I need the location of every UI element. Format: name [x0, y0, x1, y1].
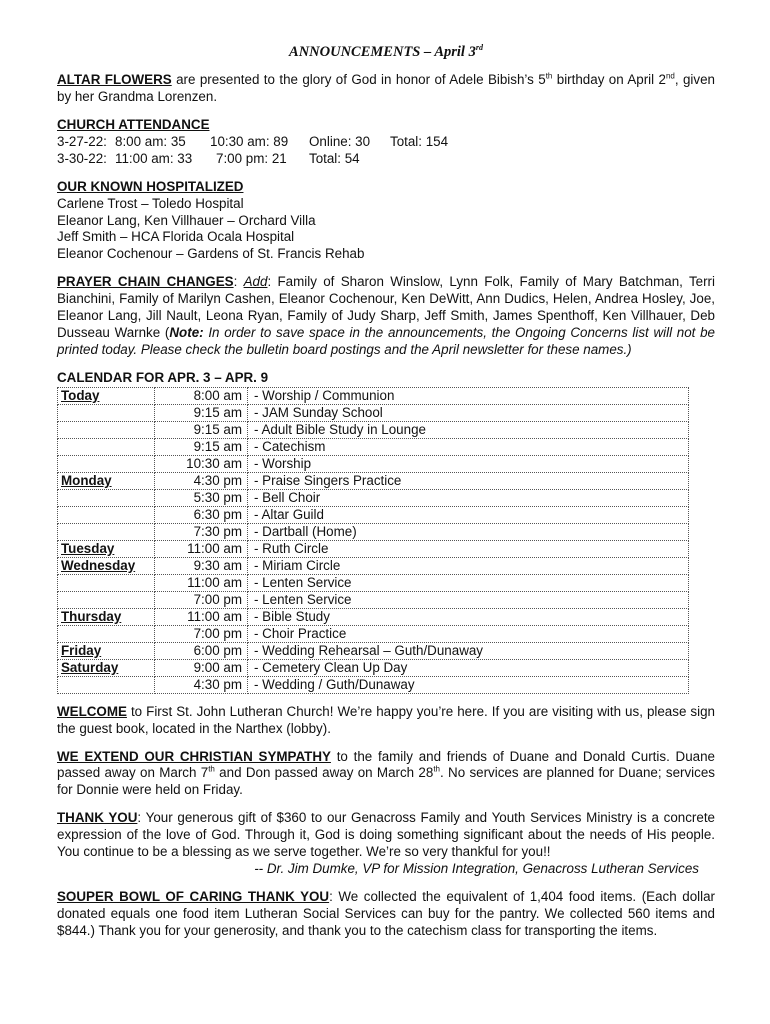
- attendance-date: 3-27-22:: [57, 133, 107, 149]
- sympathy-sup-1: th: [208, 764, 215, 774]
- hospitalized-item: Eleanor Cochenour – Gardens of St. Francis Rehab: [57, 246, 365, 262]
- calendar-time: 4:30 pm: [155, 472, 248, 489]
- calendar-time: 6:00 pm: [155, 642, 248, 659]
- attendance-value: Total: 154: [390, 133, 449, 149]
- calendar-day: [58, 438, 155, 455]
- calendar-row: [58, 489, 689, 506]
- calendar-time: 8:00 am: [155, 387, 248, 404]
- hospitalized-item: Jeff Smith – HCA Florida Ocala Hospital: [57, 229, 295, 245]
- calendar-event: - Lenten Service: [248, 591, 689, 608]
- calendar-time: 11:00 am: [155, 574, 248, 591]
- calendar-row: [58, 506, 689, 523]
- altar-text-1: are presented to the glory of God in honor of Adele Bibish’s 5: [171, 72, 546, 87]
- prayer-note-label: Note:: [169, 324, 204, 340]
- calendar-time: 9:30 am: [155, 557, 248, 574]
- altar-flowers-section: [57, 72, 715, 106]
- hospitalized-item: Eleanor Lang, Ken Villhauer – Orchard Villa: [57, 212, 316, 228]
- hospitalized-heading: OUR KNOWN HOSPITALIZED: [57, 178, 244, 194]
- calendar-time: 9:15 am: [155, 438, 248, 455]
- sympathy-section: [57, 749, 715, 800]
- thank-you-section: [57, 810, 715, 878]
- attendance-date: 3-30-22:: [57, 150, 107, 166]
- attendance-heading: CHURCH ATTENDANCE: [57, 116, 210, 132]
- calendar-row: [58, 659, 689, 676]
- attendance-row-1: [57, 134, 715, 151]
- calendar-event: - Praise Singers Practice: [248, 472, 689, 489]
- thank-you-signature: -- Dr. Jim Dumke, VP for Mission Integration, Genacross Lutheran Services: [254, 860, 699, 876]
- welcome-text: to First St. John Lutheran Church! We’re happy you’re here. If you are visiting with us, please sign the guest book, located in the Narthex (lobby).: [57, 703, 715, 736]
- calendar-time: 9:15 am: [155, 421, 248, 438]
- calendar-row: [58, 642, 689, 659]
- calendar-row: [58, 676, 689, 693]
- calendar-event: - Bell Choir: [248, 489, 689, 506]
- calendar-event: - Cemetery Clean Up Day: [248, 659, 689, 676]
- calendar-time: 5:30 pm: [155, 489, 248, 506]
- calendar-event: - JAM Sunday School: [248, 404, 689, 421]
- welcome-heading: WELCOME: [57, 703, 127, 719]
- calendar-time: 6:30 pm: [155, 506, 248, 523]
- sympathy-text-1: to the family and friends of Duane and Donald Curtis. Duane passed away on March 7: [57, 748, 715, 781]
- calendar-day: [58, 523, 155, 540]
- attendance-value: Online: 30: [309, 133, 371, 149]
- calendar-row: [58, 421, 689, 438]
- calendar-day: [58, 676, 155, 693]
- calendar-row: [58, 557, 689, 574]
- title-superscript: rd: [475, 43, 483, 53]
- calendar-day: Monday: [58, 472, 155, 489]
- calendar-row: [58, 472, 689, 489]
- calendar-event: - Ruth Circle: [248, 540, 689, 557]
- page-title: [57, 44, 715, 62]
- altar-text-2: birthday on April 2: [552, 72, 666, 87]
- calendar-event: - Altar Guild: [248, 506, 689, 523]
- calendar-event: - Lenten Service: [248, 574, 689, 591]
- calendar-time: 7:00 pm: [155, 591, 248, 608]
- calendar-row: [58, 523, 689, 540]
- prayer-names: : Family of Sharon Winslow, Lynn Folk, Family of Mary Batchman, Terri Bianchini, Family of Marilyn Cashen, Eleanor Cochenour, Ken DeWitt, Ann Dudics, Helen, Andrea Hosley, Joe, Eleanor Lang, Jill Nault, Leona Ryan, Family of Judy Sharp, Jeff Smith, James Spenthoff, Ken Villhauer, Deb Dusseau Warnke: [57, 274, 715, 340]
- announcements-document: [57, 44, 715, 951]
- calendar-event: - Worship: [248, 455, 689, 472]
- calendar-time: 4:30 pm: [155, 676, 248, 693]
- attendance-value: Total: 54: [309, 150, 360, 166]
- prayer-note-open: (: [160, 324, 170, 340]
- thank-you-text: : Your generous gift of $360 to our Genacross Family and Youth Services Ministry is a concrete expression of the love of God. Through it, God is doing something significant about the needs of His people. You continue to be a blessing as we serve together. We’re so very thankful for you!!: [57, 810, 715, 860]
- hospitalized-item: Carlene Trost – Toledo Hospital: [57, 195, 244, 211]
- prayer-note-text: In order to save space in the announcements, the Ongoing Concerns list will not be printed today. Please check the bulletin board postings and the April newsletter for these names.): [57, 324, 715, 357]
- calendar-day: Tuesday: [58, 540, 155, 557]
- hospitalized-section: [57, 179, 715, 264]
- calendar-row: [58, 455, 689, 472]
- church-attendance-section: [57, 117, 715, 168]
- calendar-time: 9:15 am: [155, 404, 248, 421]
- calendar-time: 7:00 pm: [155, 625, 248, 642]
- calendar-row: [58, 608, 689, 625]
- sympathy-text-3: . No services are planned for Duane; services for Donnie were held on Friday.: [57, 765, 715, 798]
- calendar-event: - Wedding / Guth/Dunaway: [248, 676, 689, 693]
- prayer-separator: :: [233, 274, 244, 290]
- sympathy-heading: WE EXTEND OUR CHRISTIAN SYMPATHY: [57, 748, 331, 764]
- calendar-day: [58, 421, 155, 438]
- calendar-event: - Choir Practice: [248, 625, 689, 642]
- calendar-time: 9:00 am: [155, 659, 248, 676]
- calendar-day: [58, 625, 155, 642]
- calendar-event: - Adult Bible Study in Lounge: [248, 421, 689, 438]
- calendar-event: - Miriam Circle: [248, 557, 689, 574]
- calendar-row: [58, 625, 689, 642]
- attendance-value: 10:30 am: 89: [210, 133, 289, 149]
- calendar-event: - Bible Study: [248, 608, 689, 625]
- calendar-day: Saturday: [58, 659, 155, 676]
- sympathy-sup-2: th: [433, 764, 440, 774]
- sympathy-text-2: and Don passed away on March 28: [214, 765, 434, 781]
- calendar-time: 11:00 am: [155, 608, 248, 625]
- souper-bowl-text: : We collected the equivalent of 1,404 food items. (Each dollar donated equals one food item Lutheran Social Services can buy for the pantry. We collected 560 items and $844.) Thank you for your generosity, and thank you to the catechism class for transporting the items.: [57, 888, 715, 938]
- welcome-section: [57, 704, 715, 738]
- souper-bowl-heading: SOUPER BOWL OF CARING THANK YOU: [57, 888, 330, 904]
- calendar-heading: CALENDAR FOR APR. 3 – APR. 9: [57, 369, 269, 385]
- calendar-day: Friday: [58, 642, 155, 659]
- prayer-chain-section: [57, 274, 715, 359]
- calendar-event: - Catechism: [248, 438, 689, 455]
- calendar-row: [58, 591, 689, 608]
- calendar-row: [58, 404, 689, 421]
- attendance-value: 7:00 pm: 21: [216, 150, 287, 166]
- prayer-chain-heading: PRAYER CHAIN CHANGES: [57, 274, 234, 290]
- calendar-event: - Dartball (Home): [248, 523, 689, 540]
- calendar-section: [57, 370, 715, 694]
- thank-you-heading: THANK YOU: [57, 810, 138, 826]
- souper-bowl-section: [57, 889, 715, 940]
- calendar-table: [57, 387, 689, 694]
- calendar-time: 10:30 am: [155, 455, 248, 472]
- calendar-day: Thursday: [58, 608, 155, 625]
- calendar-day: Today: [58, 387, 155, 404]
- calendar-event: - Wedding Rehearsal – Guth/Dunaway: [248, 642, 689, 659]
- altar-sup-1: th: [545, 71, 553, 81]
- calendar-day: [58, 455, 155, 472]
- calendar-day: [58, 574, 155, 591]
- calendar-day: Wednesday: [58, 557, 155, 574]
- calendar-day: [58, 591, 155, 608]
- attendance-value: 11:00 am: 33: [115, 150, 193, 166]
- title-text: ANNOUNCEMENTS – April 3: [289, 44, 476, 60]
- altar-sup-2: nd: [665, 71, 675, 81]
- calendar-time: 7:30 pm: [155, 523, 248, 540]
- attendance-value: 8:00 am: 35: [115, 133, 186, 149]
- calendar-day: [58, 506, 155, 523]
- altar-text-3: , given by her Grandma Lorenzen.: [57, 72, 715, 104]
- calendar-row: [58, 574, 689, 591]
- calendar-row: [58, 540, 689, 557]
- altar-flowers-heading: ALTAR FLOWERS: [57, 72, 172, 87]
- calendar-day: [58, 489, 155, 506]
- calendar-day: [58, 404, 155, 421]
- attendance-row-2: [57, 151, 715, 168]
- calendar-event: - Worship / Communion: [248, 387, 689, 404]
- prayer-add-label: Add: [243, 274, 268, 290]
- calendar-row: [58, 438, 689, 455]
- calendar-time: 11:00 am: [155, 540, 248, 557]
- calendar-row: [58, 387, 689, 404]
